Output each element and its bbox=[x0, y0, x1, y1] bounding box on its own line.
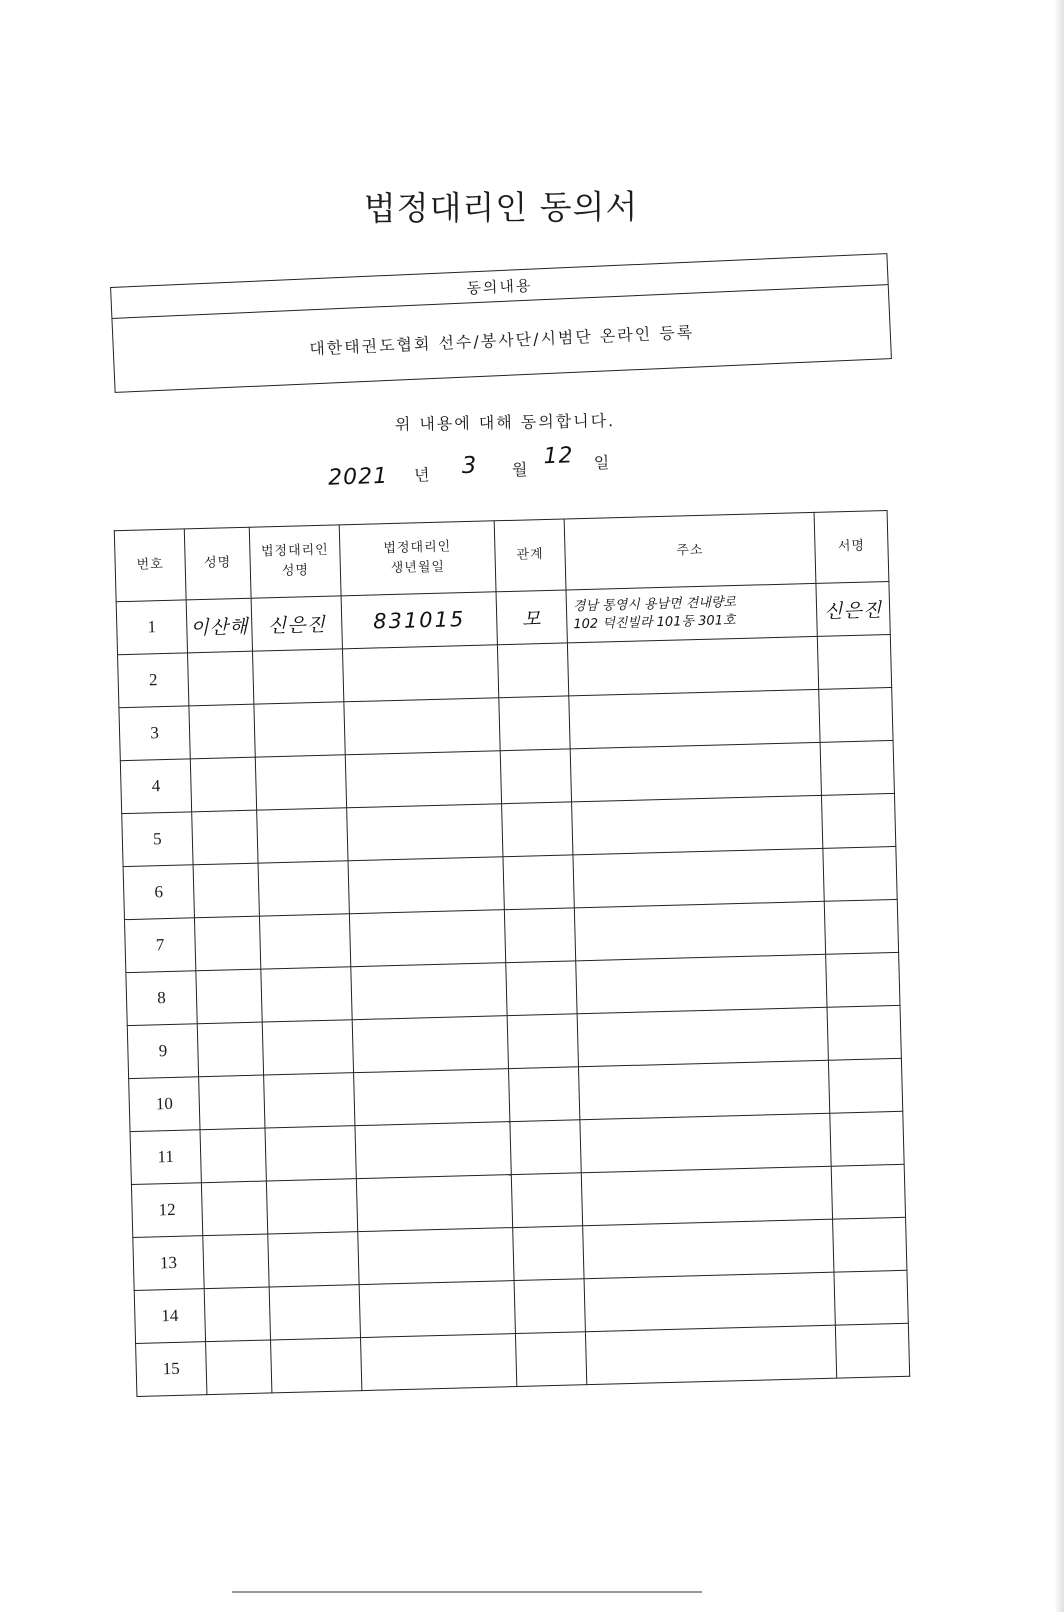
cell-rep-birth bbox=[356, 1175, 512, 1232]
cell-rep-birth bbox=[352, 1016, 508, 1073]
cell-signature bbox=[833, 1217, 907, 1272]
cell-address bbox=[577, 1007, 828, 1067]
header-rep-name-line1: 법정대리인 bbox=[260, 542, 329, 560]
cell-no-text: 13 bbox=[159, 1252, 178, 1273]
cell-rep-name bbox=[261, 967, 352, 1022]
cell-relation bbox=[503, 855, 574, 910]
cell-relation bbox=[511, 1173, 582, 1228]
header-name: 성명 bbox=[184, 527, 251, 600]
address-line: 경남 통영시 용남면 견내량로 bbox=[572, 595, 737, 615]
date-line bbox=[321, 442, 622, 496]
cell-address bbox=[583, 1219, 834, 1279]
header-signature: 서명 bbox=[814, 511, 889, 584]
cell-no bbox=[127, 1024, 198, 1079]
consent-content: 대한태권도협회 선수/봉사단/시범단 온라인 등록 bbox=[308, 322, 695, 358]
cell-relation bbox=[510, 1120, 581, 1175]
cell-rep-name bbox=[271, 1338, 362, 1393]
cell-no-text: 10 bbox=[155, 1093, 174, 1114]
cell-relation bbox=[515, 1332, 586, 1387]
header-rep-name-line2: 성명 bbox=[281, 563, 310, 579]
header-address: 주소 bbox=[564, 512, 816, 590]
consent-header: 동의내용 bbox=[111, 254, 888, 319]
cell-rep-birth bbox=[354, 1069, 510, 1126]
header-rep-birth bbox=[339, 521, 496, 596]
cell-rep-name bbox=[266, 1179, 357, 1234]
cell-relation bbox=[496, 590, 567, 645]
cell-signature bbox=[831, 1164, 905, 1219]
cell-name bbox=[206, 1340, 272, 1395]
cell-address bbox=[570, 742, 821, 802]
cell-no bbox=[129, 1077, 200, 1132]
cell-name bbox=[199, 1075, 265, 1130]
cell-address bbox=[578, 1060, 829, 1120]
cell-rep-birth bbox=[355, 1122, 511, 1179]
cell-no bbox=[123, 865, 194, 920]
agreement-statement: 위 내용에 대해 동의합니다. bbox=[394, 411, 616, 434]
cell-relation bbox=[499, 696, 570, 751]
cell-signature-text: 신은진 bbox=[823, 598, 883, 623]
cell-rep-birth bbox=[351, 963, 507, 1020]
cell-no-text: 2 bbox=[148, 670, 158, 690]
cell-no bbox=[130, 1130, 201, 1185]
table-body bbox=[116, 582, 910, 1397]
cell-no bbox=[116, 600, 187, 655]
cell-no-text: 5 bbox=[152, 829, 162, 849]
cell-no bbox=[134, 1289, 205, 1344]
cell-rep-name bbox=[265, 1126, 356, 1181]
cell-rep-birth bbox=[342, 645, 498, 702]
document-title: 법정대리인 동의서 bbox=[363, 187, 639, 228]
cell-name bbox=[203, 1234, 269, 1289]
cell-no bbox=[131, 1183, 202, 1238]
cell-rep-name bbox=[257, 808, 348, 863]
cell-relation bbox=[500, 749, 571, 804]
cell-rep-birth bbox=[344, 698, 500, 755]
cell-no-text: 9 bbox=[158, 1041, 168, 1061]
header-rep-birth-line2: 생년월일 bbox=[390, 559, 446, 577]
cell-no-text: 6 bbox=[154, 882, 164, 902]
header-relation: 관계 bbox=[494, 519, 566, 592]
cell-no-text: 1 bbox=[147, 617, 157, 637]
cell-rep-birth bbox=[349, 910, 505, 967]
cell-signature bbox=[819, 687, 893, 742]
cell-name bbox=[204, 1287, 270, 1342]
cell-rep-name bbox=[251, 596, 342, 651]
date-month-label: 월 bbox=[511, 459, 528, 480]
cell-relation bbox=[502, 802, 573, 857]
date-day-label: 일 bbox=[593, 452, 610, 473]
cell-no-text: 15 bbox=[162, 1358, 180, 1379]
cell-name bbox=[192, 810, 258, 865]
paper-edge-line bbox=[232, 1591, 702, 1593]
cell-address bbox=[567, 636, 818, 696]
date-day: 12 bbox=[543, 443, 574, 470]
cell-signature bbox=[834, 1270, 908, 1325]
cell-name-text: 이산해 bbox=[190, 615, 249, 639]
cell-rep-name bbox=[269, 1285, 360, 1340]
cell-address bbox=[574, 901, 825, 961]
cell-address bbox=[581, 1166, 832, 1226]
cell-rep-name bbox=[264, 1073, 355, 1128]
cell-no bbox=[122, 812, 193, 867]
cell-signature bbox=[817, 634, 891, 689]
cell-rep-birth bbox=[359, 1281, 515, 1338]
cell-no bbox=[126, 971, 197, 1026]
cell-name bbox=[201, 1181, 267, 1236]
consent-roster-table bbox=[114, 510, 910, 1397]
cell-relation bbox=[514, 1279, 585, 1334]
cell-signature bbox=[827, 1005, 901, 1060]
cell-rep-name bbox=[262, 1020, 353, 1075]
cell-no-text: 12 bbox=[158, 1199, 176, 1220]
cell-relation bbox=[507, 1014, 578, 1069]
cell-signature bbox=[816, 582, 890, 637]
cell-rep-birth bbox=[361, 1334, 517, 1391]
cell-signature bbox=[830, 1111, 904, 1166]
cell-name bbox=[194, 916, 260, 971]
cell-signature bbox=[821, 793, 895, 848]
cell-signature bbox=[820, 740, 894, 795]
cell-signature bbox=[826, 952, 900, 1007]
cell-no bbox=[120, 759, 191, 814]
cell-no-text: 7 bbox=[155, 935, 165, 955]
cell-rep-birth bbox=[358, 1228, 514, 1285]
cell-no-text: 3 bbox=[150, 723, 160, 743]
cell-no-text: 11 bbox=[157, 1146, 175, 1167]
header-rep-name bbox=[249, 525, 341, 598]
cell-rep-birth bbox=[348, 857, 504, 914]
cell-signature bbox=[835, 1323, 909, 1378]
cell-name bbox=[188, 651, 254, 706]
cell-relation bbox=[513, 1226, 584, 1281]
cell-name bbox=[200, 1128, 266, 1183]
cell-address bbox=[584, 1272, 835, 1332]
date-year-label: 년 bbox=[413, 465, 430, 485]
cell-relation bbox=[509, 1067, 580, 1122]
cell-rep-name bbox=[252, 649, 343, 704]
cell-name bbox=[193, 863, 259, 918]
cell-name bbox=[186, 598, 252, 653]
cell-address bbox=[566, 583, 817, 643]
cell-rep-birth bbox=[341, 592, 497, 649]
cell-name bbox=[190, 757, 256, 812]
cell-relation bbox=[497, 643, 568, 698]
cell-signature bbox=[823, 846, 897, 901]
cell-name bbox=[196, 969, 262, 1024]
cell-no bbox=[118, 653, 189, 708]
header-no: 번호 bbox=[114, 529, 186, 602]
cell-address bbox=[580, 1113, 831, 1173]
cell-name bbox=[189, 704, 255, 759]
cell-relation bbox=[504, 908, 575, 963]
cell-rep-name bbox=[254, 702, 345, 757]
cell-signature bbox=[824, 899, 898, 954]
cell-rep-birth bbox=[345, 751, 501, 808]
cell-address bbox=[572, 795, 823, 855]
cell-rep-name bbox=[255, 755, 346, 810]
cell-no bbox=[119, 706, 190, 761]
cell-no bbox=[136, 1342, 207, 1397]
cell-address bbox=[585, 1325, 836, 1385]
cell-rep-birth bbox=[347, 804, 503, 861]
cell-rep-birth-text: 831015 bbox=[372, 607, 466, 634]
address-line: 102 덕진빌라 101동 301호 bbox=[573, 613, 736, 633]
cell-relation bbox=[506, 961, 577, 1016]
cell-no-text: 8 bbox=[157, 988, 167, 1008]
cell-address bbox=[569, 689, 820, 749]
cell-no-text: 4 bbox=[151, 776, 161, 796]
scan-edge-shadow bbox=[1054, 0, 1064, 1612]
cell-address bbox=[573, 848, 824, 908]
cell-no-text: 14 bbox=[161, 1305, 179, 1326]
cell-rep-name bbox=[268, 1232, 359, 1287]
date-month: 3 bbox=[461, 452, 478, 480]
cell-signature bbox=[828, 1058, 902, 1113]
cell-no bbox=[133, 1236, 204, 1291]
cell-no bbox=[124, 918, 195, 973]
cell-rep-name-text: 신은진 bbox=[267, 613, 327, 637]
header-rep-birth-line1: 법정대리인 bbox=[383, 539, 452, 557]
consent-box bbox=[110, 253, 892, 393]
date-year: 2021 bbox=[327, 463, 389, 491]
cell-name bbox=[197, 1022, 263, 1077]
cell-relation-text: 모 bbox=[521, 607, 542, 631]
cell-address bbox=[576, 954, 827, 1014]
cell-rep-name bbox=[258, 861, 349, 916]
cell-rep-name bbox=[259, 914, 350, 969]
